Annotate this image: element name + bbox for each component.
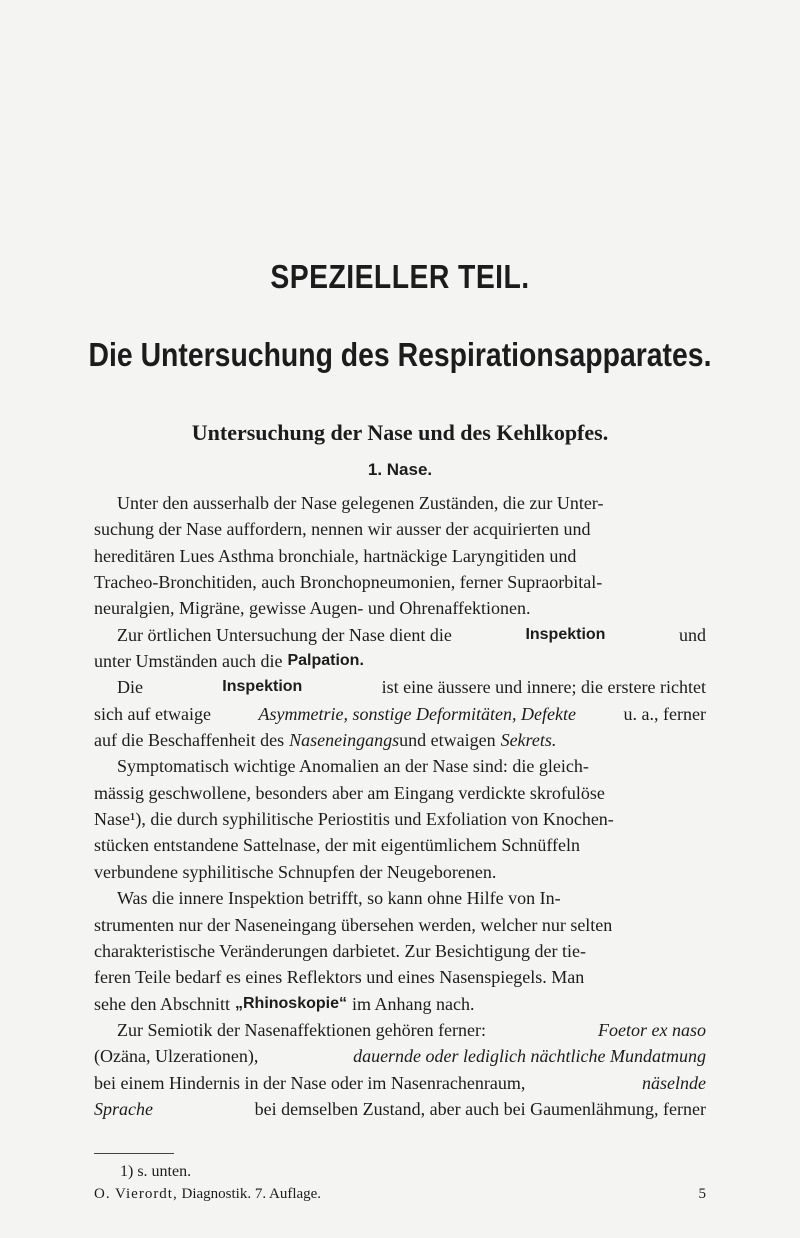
text-line: mässig geschwollene, besonders aber am Eingang verdickte skrofulöse xyxy=(94,782,605,803)
footer-source xyxy=(94,1184,321,1204)
text-line: (Ozäna, Ulzerationen), dauernde oder lediglich nächtliche Mundatmung xyxy=(94,1046,706,1067)
text-line: feren Teile bedarf es eines Reflektors und eines Nasenspiegels. Man xyxy=(94,967,585,988)
footer-author: O. Vierordt, xyxy=(94,1186,178,1202)
text-line: Nase¹), die durch syphilitische Periostitis und Exfoliation von Knochen- xyxy=(94,809,614,830)
chapter-title: Die Untersuchung des Respirationsapparates. xyxy=(88,336,712,373)
text-line: hereditären Lues Asthma bronchiale, hartnäckige Laryngitiden und xyxy=(94,545,577,566)
subsection-title: 1. Nase. xyxy=(367,460,433,479)
page-footer xyxy=(94,1184,706,1204)
text-line: neuralgien, Migräne, gewisse Augen- und Ohrenaffektionen. xyxy=(94,598,531,619)
footnote-divider xyxy=(94,1153,174,1154)
footnote: 1) s. unten. xyxy=(120,1163,192,1180)
text-line: Zur örtlichen Untersuchung der Nase dient die Inspektion und xyxy=(117,624,706,645)
text-line: sich auf etwaige Asymmetrie, sonstige Deformitäten, Defekte u. a., ferner xyxy=(94,703,706,724)
text-line: suchung der Nase auffordern, nennen wir ausser der acquirierten und xyxy=(94,519,591,540)
text-line: Zur Semiotik der Nasenaffektionen gehören ferner: Foetor ex naso xyxy=(117,1019,706,1040)
text-line: unter Umständen auch die Palpation. xyxy=(94,651,364,672)
text-line: sehe den Abschnitt „Rhinoskopie“ im Anhang nach. xyxy=(94,993,475,1014)
text-line: verbundene syphilitische Schnupfen der Neugeborenen. xyxy=(94,861,497,882)
footer-book: Diagnostik. 7. Auflage. xyxy=(181,1186,322,1202)
page-number: 5 xyxy=(698,1186,706,1202)
text-line: Unter den ausserhalb der Nase gelegenen Zuständen, die zur Unter- xyxy=(117,493,604,513)
text-line: bei einem Hindernis in der Nase oder im Nasenrachenraum, näselnde xyxy=(94,1072,706,1093)
text-line: charakteristische Veränderungen darbietet. Zur Besichtigung der tie- xyxy=(94,940,586,961)
text-line: Was die innere Inspektion betrifft, so kann ohne Hilfe von In- xyxy=(117,888,561,909)
part-title: SPEZIELLER TEIL. xyxy=(270,258,530,295)
text-line: strumenten nur der Naseneingang übersehen werden, welcher nur selten xyxy=(94,914,613,935)
text-line: Sprache bei demselben Zustand, aber auch bei Gaumenlähmung, ferner xyxy=(94,1098,706,1119)
text-line: Die Inspektion ist eine äussere und innere; die erstere richtet xyxy=(117,677,706,698)
text-line: stücken entstandene Sattelnase, der mit eigentümlichem Schnüffeln xyxy=(94,835,581,856)
section-title: Untersuchung der Nase und des Kehlkopfes. xyxy=(191,420,609,445)
body-text xyxy=(94,490,706,1122)
text-line: Symptomatisch wichtige Anomalien an der Nase sind: die gleich- xyxy=(117,756,589,777)
text-line: auf die Beschaffenheit des Naseneingangs und etwaigen Sekrets. xyxy=(94,730,557,751)
text-line: Tracheo-Bronchitiden, auch Bronchopneumonien, ferner Supraorbital- xyxy=(94,572,603,593)
